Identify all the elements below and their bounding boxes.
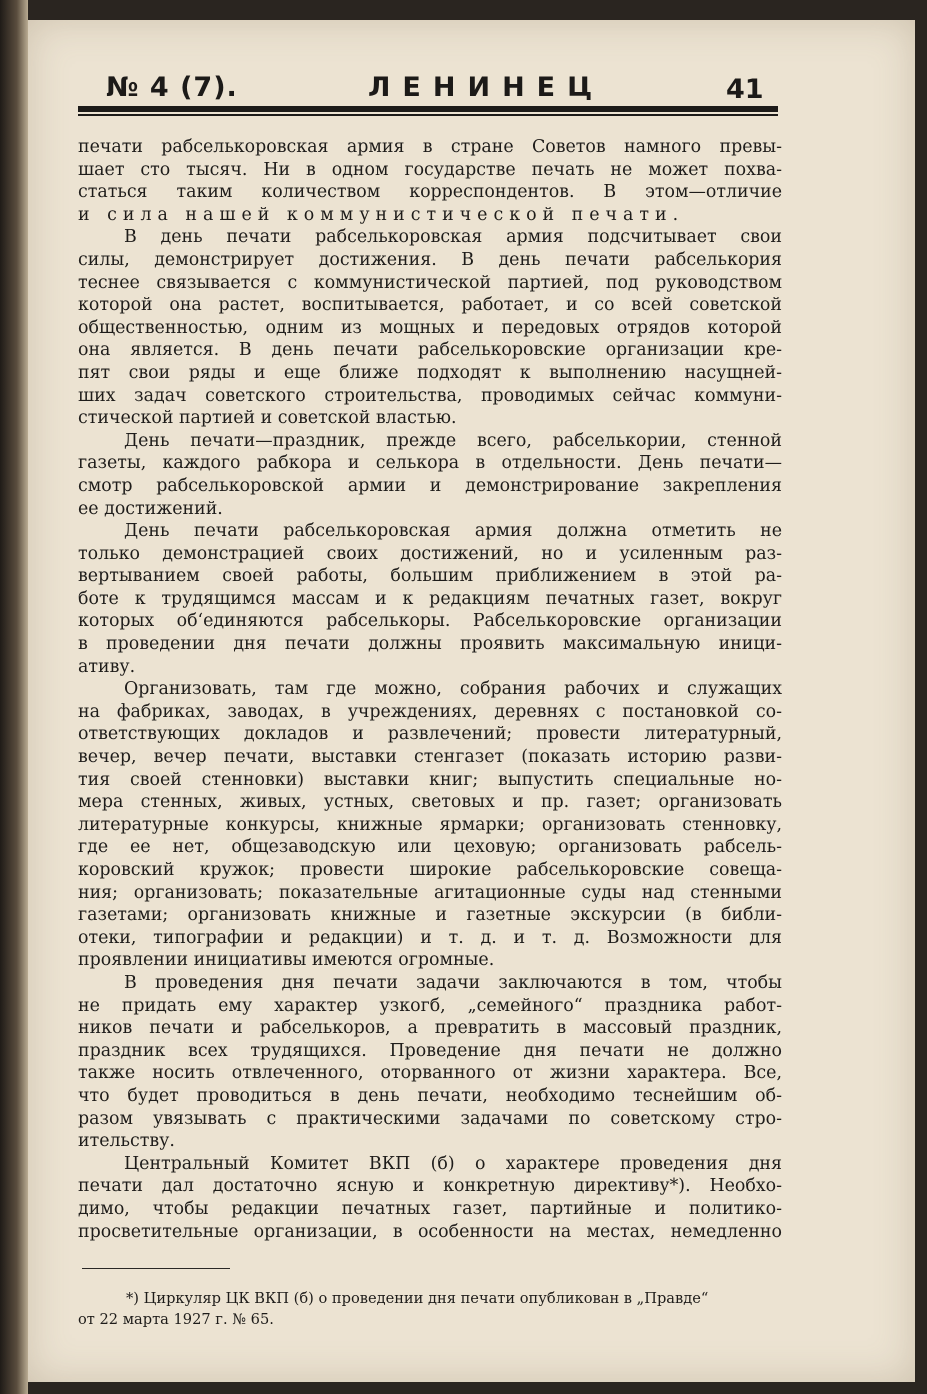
text-line: просветительные организации, в особенности на местах, немедленно — [78, 1221, 782, 1242]
text-line: вечер, вечер печати, выставки стенгазет (показать историю разви- — [78, 747, 782, 768]
text-line: димо, чтобы редакции печатных газет, партийные и политико- — [78, 1198, 782, 1219]
text-line: вертыванием своей работы, большим приближением в этой ра- — [78, 566, 782, 587]
text-line: газетами; организовать книжные и газетные экскурсии (в библи- — [78, 905, 782, 926]
article-body — [78, 136, 782, 1243]
text-line: литературные конкурсы, книжные ярмарки; организовать стенновку, — [78, 814, 782, 835]
text-line: ительству. — [78, 1131, 175, 1152]
footnote — [78, 1288, 782, 1330]
text-line: она является. В день печати рабселькоровские организации кре- — [78, 340, 782, 361]
text-line: газеты, каждого рабкора и селькора в отдельности. День печати— — [78, 453, 782, 474]
text-line: боте к трудящимся массам и к редакциям печатных газет, вокруг — [78, 588, 782, 609]
text-line: пят свои ряды и еще ближе подходят к выполнению насущней- — [78, 362, 782, 383]
text-line: силы, демонстрирует достижения. В день печати рабселькория — [78, 249, 782, 270]
page-number: 41 — [726, 74, 764, 105]
text-line: которых об‘единяются рабселькоры. Рабселькоровские организации — [78, 611, 782, 632]
header-rule-thick — [78, 106, 778, 112]
issue-number: № 4 (7). — [106, 72, 238, 103]
text-line: ников печати и рабселькоров, а превратить в массовый праздник, — [78, 1018, 782, 1039]
page-binding-edge — [0, 0, 28, 1394]
text-line: ативу. — [78, 656, 136, 677]
text-line: только демонстрацией своих достижений, но и усиленным раз- — [78, 543, 782, 564]
text-line: что будет проводиться в день печати, необходимо теснейшим об- — [78, 1085, 782, 1106]
text-line: смотр рабселькоровской армии и демонстрирование закрепления — [78, 475, 782, 496]
text-line: где ее нет, общезаводскую или цеховую; организовать рабсель- — [78, 837, 782, 858]
text-line: шает сто тысяч. Ни в одном государстве печать не может похва- — [78, 159, 782, 180]
text-line: В проведения дня печати задачи заключаются в том, чтобы — [124, 972, 782, 993]
text-line: статься таким количеством корреспондентов. В этом—отличие — [78, 182, 782, 203]
text-line: ответствующих докладов и развлечений; провести литературный, — [78, 724, 782, 745]
text-line: проявлении инициативы имеются огромные. — [78, 950, 495, 971]
text-line: День печати—праздник, прежде всего, рабселькории, стенной — [124, 430, 782, 451]
header-rule-thin — [78, 114, 778, 116]
text-line: Центральный Комитет ВКП (б) о характере проведения дня — [124, 1153, 782, 1174]
text-line: праздник всех трудящихся. Проведение дня печати не должно — [78, 1040, 782, 1061]
text-line: в проведении дня печати должны проявить максимальную иници- — [78, 634, 782, 655]
text-line: разом увязывать с практическими задачами по советскому стро- — [78, 1108, 782, 1129]
text-line: День печати рабселькоровская армия должна отметить не — [124, 521, 782, 542]
text-line: теснее связывается с коммунистической партией, под руководством — [78, 272, 782, 293]
footnote-line: *) Циркуляр ЦК ВКП (б) о проведении дня печати опубликован в „Правде“ — [126, 1290, 709, 1307]
running-header — [78, 66, 778, 106]
text-line: мера стенных, живых, устных, световых и пр. газет; организовать — [78, 792, 782, 813]
text-line: ших задач советского строительства, проводимых сейчас коммуни- — [78, 385, 782, 406]
text-line: Организовать, там где можно, собрания рабочих и служащих — [124, 679, 782, 700]
text-line: на фабриках, заводах, в учреждениях, деревнях с постановкой со- — [78, 701, 782, 722]
text-line: не придать ему характер узкогб, „семейного“ праздника работ- — [78, 995, 782, 1016]
text-line: также носить отвлеченного, оторванного от жизни характера. Все, — [78, 1063, 782, 1084]
text-line: ния; организовать; показательные агитационные суды над стенными — [78, 882, 782, 903]
text-line: стической партией и советской властью. — [78, 408, 457, 429]
text-line: коровский кружок; провести широкие рабселькоровские совеща- — [78, 860, 782, 880]
footnote-line: от 22 марта 1927 г. № 65. — [78, 1311, 274, 1328]
footnote-separator — [82, 1268, 230, 1269]
text-line: ее достижений. — [78, 498, 223, 519]
text-line: печати дал достаточно ясную и конкретную директиву*). Необхо- — [78, 1176, 782, 1197]
text-line: В день печати рабселькоровская армия подсчитывает свои — [124, 227, 782, 248]
text-line: общественностью, одним из мощных и передовых отрядов которой — [78, 317, 782, 338]
text-line: печати рабселькоровская армия в стране Советов намного превы- — [78, 137, 782, 157]
text-line: тия своей стенновки) выставки книг; выпустить специальные но- — [78, 769, 782, 790]
journal-title: ЛЕНИНЕЦ — [368, 72, 605, 103]
text-line-emphasis: и сила нашей коммунистической печати. — [78, 204, 685, 225]
text-line: отеки, типографии и редакции) и т. д. и т. д. Возможности для — [78, 927, 782, 948]
text-line: которой она растет, воспитывается, работает, и со всей советской — [78, 295, 782, 316]
